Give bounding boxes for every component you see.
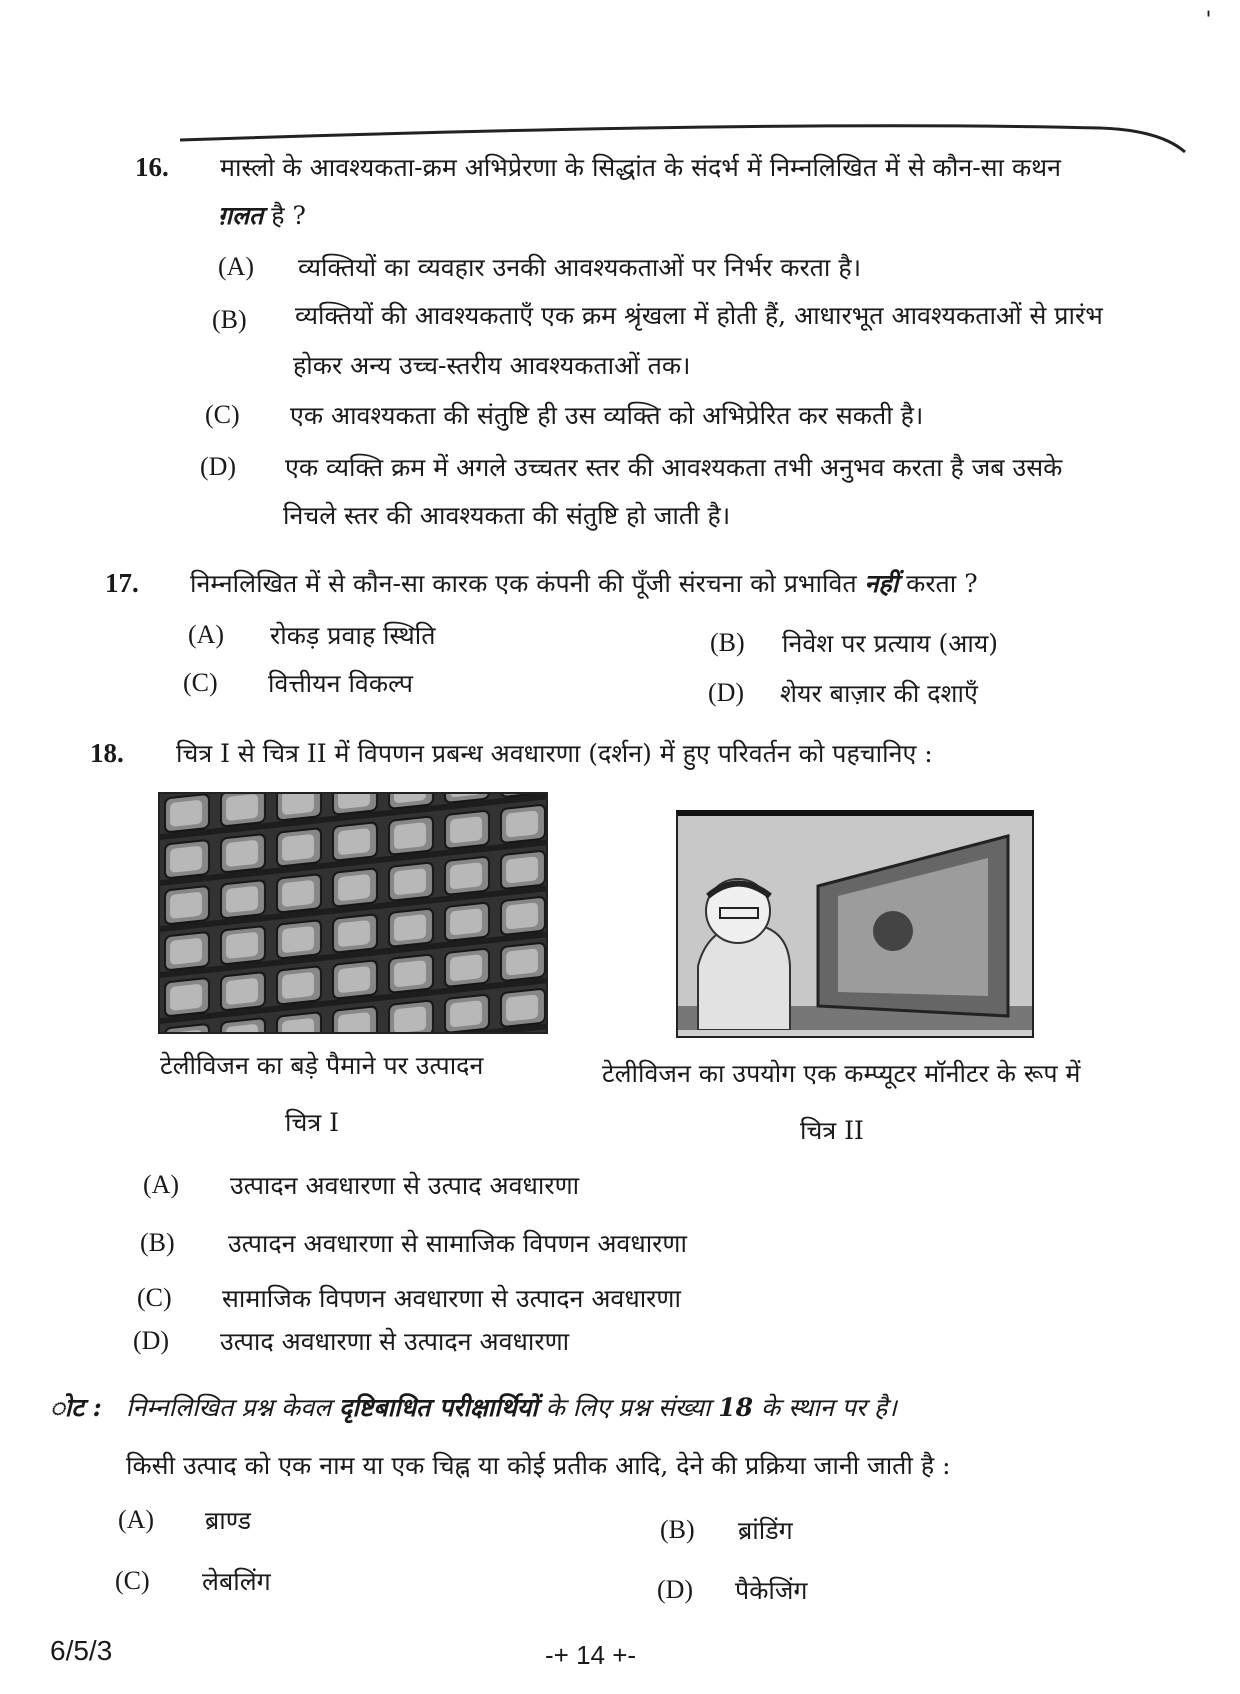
q17-option-c-label: (C) — [183, 668, 218, 697]
q16-number: 16. — [135, 152, 169, 182]
tv-shelves-illustration — [160, 794, 546, 1032]
figure-1-label: चित्र I — [285, 1108, 339, 1137]
page-number: -+ 14 +- — [545, 1640, 637, 1670]
figure-1-photo — [158, 792, 548, 1034]
q16-stem-line1: मास्लो के आवश्यकता-क्रम अभिप्रेरणा के सिद्धांत के संदर्भ में निम्नलिखित में से कौन-सा कथन — [220, 153, 1062, 182]
q16-stem-line2: ग़लत है ? — [218, 201, 306, 230]
q17-option-d-text: शेयर बाज़ार की दशाएँ — [780, 679, 978, 708]
q18-number: 18. — [90, 738, 124, 768]
q16-option-d-text-line1: एक व्यक्ति क्रम में अगले उच्चतर स्तर की आवश्यकता तभी अनुभव करता है जब उसके — [285, 453, 1063, 482]
figure-2-caption: टेलीविजन का उपयोग एक कम्प्यूटर मॉनीटर के रूप में — [602, 1059, 1081, 1088]
figure-1-caption: टेलीविजन का बड़े पैमाने पर उत्पादन — [160, 1051, 484, 1080]
note-option-a-label: (A) — [118, 1505, 155, 1534]
q17-option-b-label: (B) — [710, 628, 745, 657]
q18-option-c-text: सामाजिक विपणन अवधारणा से उत्पादन अवधारणा — [222, 1284, 681, 1313]
q17-option-c-text: वित्तीयन विकल्प — [268, 669, 413, 698]
note-option-a-text: ब्राण्ड — [205, 1506, 252, 1535]
note-question: किसी उत्पाद को एक नाम या एक चिह्न या कोई प्रतीक आदि, देने की प्रक्रिया जानी जाती है : — [126, 1451, 951, 1480]
q17-number: 17. — [105, 568, 139, 598]
q16-option-b-text-line2: होकर अन्य उच्च-स्तरीय आवश्यकताओं तक। — [293, 351, 691, 380]
note-emphasis: दृष्टिबाधित परीक्षार्थियों — [339, 1393, 538, 1422]
q16-option-a-text: व्यक्तियों का व्यवहार उनकी आवश्यकताओं पर निर्भर करता है। — [298, 253, 862, 282]
note-prefix: ोट : — [50, 1393, 102, 1422]
q18-option-d-label: (D) — [133, 1326, 170, 1355]
q18-option-d-text: उत्पाद अवधारणा से उत्पादन अवधारणा — [220, 1327, 570, 1356]
q16-option-d-text-line2: निचले स्तर की आवश्यकता की संतुष्टि हो जाती है। — [283, 501, 731, 530]
q16-option-b-label: (B) — [212, 305, 247, 334]
paper-code: 6/5/3 — [50, 1635, 113, 1666]
note-option-d-label: (D) — [657, 1575, 694, 1604]
q16-option-c-text: एक आवश्यकता की संतुष्टि ही उस व्यक्ति को अभिप्रेरित कर सकती है। — [290, 401, 924, 430]
figure-2-label: चित्र II — [800, 1116, 864, 1145]
q18-option-c-label: (C) — [137, 1283, 172, 1312]
corner-mark: ˈ — [1205, 7, 1212, 36]
note-option-c-text: लेबलिंग — [202, 1567, 271, 1596]
q17-option-a-label: (A) — [188, 620, 225, 649]
note-option-d-text: पैकेजिंग — [735, 1576, 808, 1605]
q16-option-a-label: (A) — [218, 252, 255, 281]
q18-stem: चित्र I से चित्र II में विपणन प्रबन्ध अवधारणा (दर्शन) में हुए परिवर्तन को पहचानिए : — [176, 739, 933, 768]
note-option-b-text: ब्रांडिंग — [738, 1516, 793, 1545]
q18-option-a-text: उत्पादन अवधारणा से उत्पाद अवधारणा — [230, 1171, 580, 1200]
person-at-monitor-illustration — [678, 816, 1032, 1030]
q18-option-a-label: (A) — [143, 1170, 180, 1199]
note-option-b-label: (B) — [660, 1515, 695, 1544]
q16-option-d-label: (D) — [200, 452, 237, 481]
q17-emphasis: नहीं — [864, 569, 899, 598]
q17-option-a-text: रोकड़ प्रवाह स्थिति — [270, 621, 436, 650]
note-question-number: 18 — [718, 1393, 754, 1422]
figure-2-photo — [676, 810, 1034, 1038]
note-option-c-label: (C) — [115, 1566, 150, 1595]
q17-stem: निम्नलिखित में से कौन-सा कारक एक कंपनी की पूँजी संरचना को प्रभावित नहीं करता ? — [190, 569, 978, 598]
note-text: निम्नलिखित प्रश्न केवल दृष्टिबाधित परीक्षार्थियों के लिए प्रश्न संख्या 18 के स्थान पर है। — [126, 1393, 897, 1422]
q17-option-d-label: (D) — [708, 678, 745, 707]
q18-option-b-text: उत्पादन अवधारणा से सामाजिक विपणन अवधारणा — [228, 1229, 687, 1258]
q16-option-c-label: (C) — [205, 400, 240, 429]
q16-option-b-text-line1: व्यक्तियों की आवश्यकताएँ एक क्रम श्रृंखला में होती हैं, आधारभूत आवश्यकताओं से प्रारंभ — [295, 301, 1103, 330]
q17-option-b-text: निवेश पर प्रत्याय (आय) — [782, 629, 999, 658]
q18-option-b-label: (B) — [140, 1228, 175, 1257]
q16-emphasis: ग़लत — [218, 201, 264, 230]
